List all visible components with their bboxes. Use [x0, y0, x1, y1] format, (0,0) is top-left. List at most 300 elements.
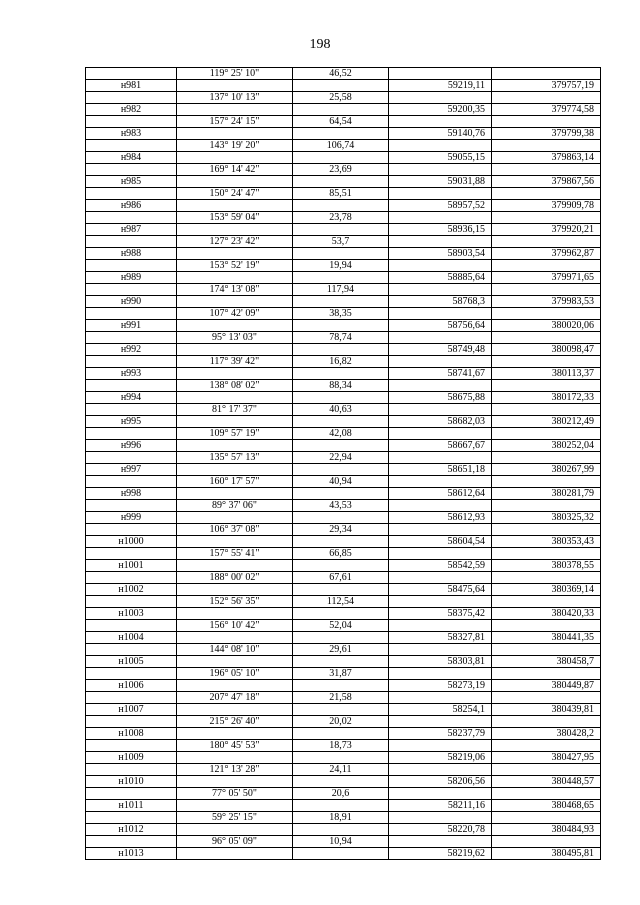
segment-row — [86, 356, 601, 368]
y-coordinate-cell — [492, 68, 601, 80]
y-coordinate-cell — [492, 332, 601, 344]
segment-row — [86, 572, 601, 584]
distance-cell: 66,85 — [293, 548, 389, 560]
distance-cell — [293, 128, 389, 140]
distance-cell — [293, 632, 389, 644]
y-coordinate-cell — [492, 812, 601, 824]
direction-angle-cell — [177, 344, 293, 356]
direction-angle-cell: 81° 17' 37" — [177, 404, 293, 416]
segment-row — [86, 644, 601, 656]
direction-angle-cell: 107° 42' 09" — [177, 308, 293, 320]
direction-angle-cell: 143° 19' 20" — [177, 140, 293, 152]
distance-cell: 31,87 — [293, 668, 389, 680]
point-row — [86, 128, 601, 140]
y-coordinate-cell — [492, 308, 601, 320]
direction-angle-cell: 144° 08' 10" — [177, 644, 293, 656]
point-name-cell — [86, 764, 177, 776]
x-coordinate-cell: 58741,67 — [389, 368, 492, 380]
segment-row — [86, 92, 601, 104]
x-coordinate-cell — [389, 428, 492, 440]
y-coordinate-cell: 380369,14 — [492, 584, 601, 596]
point-name-cell — [86, 140, 177, 152]
distance-cell — [293, 488, 389, 500]
x-coordinate-cell: 58749,48 — [389, 344, 492, 356]
point-row — [86, 80, 601, 92]
x-coordinate-cell: 58903,54 — [389, 248, 492, 260]
segment-row — [86, 524, 601, 536]
direction-angle-cell — [177, 152, 293, 164]
direction-angle-cell — [177, 296, 293, 308]
segment-row — [86, 428, 601, 440]
distance-cell: 67,61 — [293, 572, 389, 584]
y-coordinate-cell: 380439,81 — [492, 704, 601, 716]
direction-angle-cell — [177, 752, 293, 764]
point-row — [86, 824, 601, 836]
x-coordinate-cell: 58612,93 — [389, 512, 492, 524]
direction-angle-cell: 106° 37' 08" — [177, 524, 293, 536]
direction-angle-cell — [177, 440, 293, 452]
point-name-cell — [86, 68, 177, 80]
point-name-cell — [86, 236, 177, 248]
segment-row — [86, 380, 601, 392]
y-coordinate-cell: 380281,79 — [492, 488, 601, 500]
distance-cell: 18,91 — [293, 812, 389, 824]
point-row — [86, 440, 601, 452]
distance-cell: 40,94 — [293, 476, 389, 488]
distance-cell: 112,54 — [293, 596, 389, 608]
x-coordinate-cell — [389, 476, 492, 488]
distance-cell — [293, 200, 389, 212]
segment-row — [86, 716, 601, 728]
direction-angle-cell — [177, 560, 293, 572]
segment-row — [86, 308, 601, 320]
point-name-cell — [86, 212, 177, 224]
y-coordinate-cell: 380484,93 — [492, 824, 601, 836]
x-coordinate-cell — [389, 692, 492, 704]
point-name-cell — [86, 524, 177, 536]
direction-angle-cell: 196° 05' 10" — [177, 668, 293, 680]
distance-cell: 10,94 — [293, 836, 389, 848]
y-coordinate-cell: 379774,58 — [492, 104, 601, 116]
x-coordinate-cell — [389, 380, 492, 392]
y-coordinate-cell — [492, 92, 601, 104]
point-row — [86, 272, 601, 284]
distance-cell — [293, 272, 389, 284]
x-coordinate-cell: 58675,88 — [389, 392, 492, 404]
x-coordinate-cell: 58273,19 — [389, 680, 492, 692]
segment-row — [86, 284, 601, 296]
direction-angle-cell — [177, 128, 293, 140]
x-coordinate-cell — [389, 212, 492, 224]
point-row — [86, 656, 601, 668]
direction-angle-cell: 169° 14' 42" — [177, 164, 293, 176]
direction-angle-cell: 138° 08' 02" — [177, 380, 293, 392]
y-coordinate-cell: 379909,78 — [492, 200, 601, 212]
point-name-cell — [86, 92, 177, 104]
segment-row — [86, 404, 601, 416]
x-coordinate-cell: 58475,64 — [389, 584, 492, 596]
distance-cell: 19,94 — [293, 260, 389, 272]
distance-cell: 40,63 — [293, 404, 389, 416]
distance-cell — [293, 80, 389, 92]
point-name-cell: н985 — [86, 176, 177, 188]
x-coordinate-cell — [389, 812, 492, 824]
segment-row — [86, 548, 601, 560]
point-name-cell — [86, 836, 177, 848]
direction-angle-cell: 174° 13' 08" — [177, 284, 293, 296]
point-name-cell — [86, 812, 177, 824]
point-name-cell: н993 — [86, 368, 177, 380]
point-name-cell — [86, 332, 177, 344]
direction-angle-cell: 150° 24' 47" — [177, 188, 293, 200]
point-name-cell: н1000 — [86, 536, 177, 548]
segment-row — [86, 236, 601, 248]
x-coordinate-cell: 59140,76 — [389, 128, 492, 140]
segment-row — [86, 812, 601, 824]
direction-angle-cell: 77° 05' 50" — [177, 788, 293, 800]
x-coordinate-cell: 58220,78 — [389, 824, 492, 836]
segment-row — [86, 140, 601, 152]
direction-angle-cell — [177, 80, 293, 92]
point-name-cell: н1007 — [86, 704, 177, 716]
point-row — [86, 584, 601, 596]
point-name-cell — [86, 740, 177, 752]
y-coordinate-cell — [492, 260, 601, 272]
y-coordinate-cell — [492, 140, 601, 152]
distance-cell: 29,34 — [293, 524, 389, 536]
x-coordinate-cell — [389, 284, 492, 296]
point-row — [86, 368, 601, 380]
x-coordinate-cell — [389, 596, 492, 608]
y-coordinate-cell: 380441,35 — [492, 632, 601, 644]
distance-cell: 21,58 — [293, 692, 389, 704]
y-coordinate-cell: 379971,65 — [492, 272, 601, 284]
point-name-cell: н987 — [86, 224, 177, 236]
distance-cell — [293, 560, 389, 572]
y-coordinate-cell — [492, 404, 601, 416]
point-name-cell: н1010 — [86, 776, 177, 788]
x-coordinate-cell — [389, 188, 492, 200]
y-coordinate-cell: 379757,19 — [492, 80, 601, 92]
distance-cell: 20,02 — [293, 716, 389, 728]
x-coordinate-cell: 58612,64 — [389, 488, 492, 500]
distance-cell: 88,34 — [293, 380, 389, 392]
segment-row — [86, 620, 601, 632]
point-row — [86, 776, 601, 788]
point-row — [86, 104, 601, 116]
direction-angle-cell: 137° 10' 13" — [177, 92, 293, 104]
point-row — [86, 536, 601, 548]
direction-angle-cell: 59° 25' 15" — [177, 812, 293, 824]
y-coordinate-cell: 380428,2 — [492, 728, 601, 740]
direction-angle-cell — [177, 536, 293, 548]
point-name-cell: н1012 — [86, 824, 177, 836]
distance-cell: 85,51 — [293, 188, 389, 200]
direction-angle-cell: 95° 13' 03" — [177, 332, 293, 344]
y-coordinate-cell: 380468,65 — [492, 800, 601, 812]
distance-cell: 106,74 — [293, 140, 389, 152]
y-coordinate-cell — [492, 764, 601, 776]
point-name-cell — [86, 404, 177, 416]
direction-angle-cell: 89° 37' 06" — [177, 500, 293, 512]
y-coordinate-cell — [492, 668, 601, 680]
point-row — [86, 200, 601, 212]
y-coordinate-cell — [492, 428, 601, 440]
distance-cell — [293, 152, 389, 164]
distance-cell — [293, 368, 389, 380]
y-coordinate-cell: 380172,33 — [492, 392, 601, 404]
point-name-cell — [86, 116, 177, 128]
point-name-cell — [86, 476, 177, 488]
direction-angle-cell — [177, 104, 293, 116]
direction-angle-cell: 153° 52' 19" — [177, 260, 293, 272]
point-name-cell: н991 — [86, 320, 177, 332]
direction-angle-cell — [177, 368, 293, 380]
distance-cell: 52,04 — [293, 620, 389, 632]
x-coordinate-cell: 58219,62 — [389, 848, 492, 860]
x-coordinate-cell — [389, 308, 492, 320]
direction-angle-cell — [177, 608, 293, 620]
y-coordinate-cell — [492, 116, 601, 128]
y-coordinate-cell — [492, 788, 601, 800]
point-name-cell: н990 — [86, 296, 177, 308]
point-name-cell: н1003 — [86, 608, 177, 620]
distance-cell: 23,78 — [293, 212, 389, 224]
x-coordinate-cell — [389, 764, 492, 776]
x-coordinate-cell — [389, 92, 492, 104]
point-name-cell — [86, 428, 177, 440]
direction-angle-cell — [177, 776, 293, 788]
point-name-cell: н1009 — [86, 752, 177, 764]
segment-row — [86, 500, 601, 512]
point-name-cell: н1006 — [86, 680, 177, 692]
x-coordinate-cell: 58375,42 — [389, 608, 492, 620]
point-name-cell: н1005 — [86, 656, 177, 668]
point-name-cell — [86, 188, 177, 200]
point-name-cell: н1002 — [86, 584, 177, 596]
direction-angle-cell — [177, 512, 293, 524]
x-coordinate-cell — [389, 260, 492, 272]
point-name-cell — [86, 452, 177, 464]
distance-cell — [293, 800, 389, 812]
direction-angle-cell: 180° 45' 53" — [177, 740, 293, 752]
y-coordinate-cell — [492, 476, 601, 488]
y-coordinate-cell — [492, 740, 601, 752]
direction-angle-cell: 152° 56' 35" — [177, 596, 293, 608]
x-coordinate-cell: 58206,56 — [389, 776, 492, 788]
distance-cell: 18,73 — [293, 740, 389, 752]
x-coordinate-cell: 58327,81 — [389, 632, 492, 644]
distance-cell: 53,7 — [293, 236, 389, 248]
distance-cell — [293, 512, 389, 524]
y-coordinate-cell: 380495,81 — [492, 848, 601, 860]
segment-row — [86, 740, 601, 752]
distance-cell — [293, 320, 389, 332]
direction-angle-cell — [177, 584, 293, 596]
x-coordinate-cell — [389, 572, 492, 584]
x-coordinate-cell — [389, 140, 492, 152]
y-coordinate-cell — [492, 836, 601, 848]
y-coordinate-cell: 379983,53 — [492, 296, 601, 308]
point-row — [86, 152, 601, 164]
distance-cell: 38,35 — [293, 308, 389, 320]
distance-cell: 20,6 — [293, 788, 389, 800]
distance-cell — [293, 680, 389, 692]
distance-cell — [293, 824, 389, 836]
point-name-cell: н1013 — [86, 848, 177, 860]
direction-angle-cell — [177, 632, 293, 644]
y-coordinate-cell: 380353,43 — [492, 536, 601, 548]
segment-row — [86, 692, 601, 704]
distance-cell — [293, 728, 389, 740]
point-name-cell — [86, 644, 177, 656]
y-coordinate-cell: 380458,7 — [492, 656, 601, 668]
direction-angle-cell: 215° 26' 40" — [177, 716, 293, 728]
point-row — [86, 248, 601, 260]
direction-angle-cell — [177, 200, 293, 212]
point-name-cell — [86, 572, 177, 584]
direction-angle-cell — [177, 176, 293, 188]
y-coordinate-cell: 379962,87 — [492, 248, 601, 260]
x-coordinate-cell: 58237,79 — [389, 728, 492, 740]
point-row — [86, 416, 601, 428]
segment-row — [86, 668, 601, 680]
direction-angle-cell: 117° 39' 42" — [177, 356, 293, 368]
point-name-cell: н995 — [86, 416, 177, 428]
point-row — [86, 512, 601, 524]
distance-cell — [293, 440, 389, 452]
page-number: 198 — [309, 37, 331, 52]
y-coordinate-cell — [492, 596, 601, 608]
distance-cell: 22,94 — [293, 452, 389, 464]
y-coordinate-cell: 380420,33 — [492, 608, 601, 620]
x-coordinate-cell — [389, 356, 492, 368]
distance-cell — [293, 536, 389, 548]
distance-cell: 29,61 — [293, 644, 389, 656]
point-row — [86, 344, 601, 356]
point-name-cell — [86, 716, 177, 728]
direction-angle-cell: 109° 57' 19" — [177, 428, 293, 440]
x-coordinate-cell: 58651,18 — [389, 464, 492, 476]
y-coordinate-cell — [492, 572, 601, 584]
x-coordinate-cell — [389, 716, 492, 728]
distance-cell — [293, 848, 389, 860]
y-coordinate-cell — [492, 380, 601, 392]
point-name-cell — [86, 788, 177, 800]
y-coordinate-cell: 380378,55 — [492, 560, 601, 572]
x-coordinate-cell — [389, 452, 492, 464]
distance-cell — [293, 248, 389, 260]
y-coordinate-cell — [492, 188, 601, 200]
y-coordinate-cell — [492, 452, 601, 464]
x-coordinate-cell — [389, 548, 492, 560]
segment-row — [86, 452, 601, 464]
distance-cell: 24,11 — [293, 764, 389, 776]
direction-angle-cell: 96° 05' 09" — [177, 836, 293, 848]
point-name-cell: н996 — [86, 440, 177, 452]
x-coordinate-cell: 58667,67 — [389, 440, 492, 452]
coordinates-table — [85, 67, 601, 860]
point-name-cell — [86, 500, 177, 512]
x-coordinate-cell: 58768,3 — [389, 296, 492, 308]
y-coordinate-cell: 380267,99 — [492, 464, 601, 476]
x-coordinate-cell: 59200,35 — [389, 104, 492, 116]
point-row — [86, 680, 601, 692]
y-coordinate-cell — [492, 164, 601, 176]
point-row — [86, 632, 601, 644]
point-row — [86, 752, 601, 764]
x-coordinate-cell: 58303,81 — [389, 656, 492, 668]
point-row — [86, 392, 601, 404]
segment-row — [86, 596, 601, 608]
distance-cell: 117,94 — [293, 284, 389, 296]
distance-cell — [293, 464, 389, 476]
point-name-cell: н1001 — [86, 560, 177, 572]
distance-cell: 46,52 — [293, 68, 389, 80]
point-name-cell — [86, 356, 177, 368]
distance-cell: 64,54 — [293, 116, 389, 128]
point-name-cell — [86, 260, 177, 272]
point-name-cell: н999 — [86, 512, 177, 524]
distance-cell — [293, 176, 389, 188]
y-coordinate-cell — [492, 620, 601, 632]
x-coordinate-cell: 58542,59 — [389, 560, 492, 572]
point-name-cell: н983 — [86, 128, 177, 140]
direction-angle-cell — [177, 488, 293, 500]
y-coordinate-cell — [492, 236, 601, 248]
y-coordinate-cell — [492, 692, 601, 704]
segment-row — [86, 188, 601, 200]
y-coordinate-cell: 380325,32 — [492, 512, 601, 524]
direction-angle-cell — [177, 392, 293, 404]
direction-angle-cell — [177, 656, 293, 668]
y-coordinate-cell: 380212,49 — [492, 416, 601, 428]
point-row — [86, 464, 601, 476]
direction-angle-cell — [177, 680, 293, 692]
point-name-cell: н1008 — [86, 728, 177, 740]
segment-row — [86, 788, 601, 800]
point-name-cell: н992 — [86, 344, 177, 356]
direction-angle-cell: 207° 47' 18" — [177, 692, 293, 704]
y-coordinate-cell: 379867,56 — [492, 176, 601, 188]
point-name-cell: н994 — [86, 392, 177, 404]
y-coordinate-cell: 380448,57 — [492, 776, 601, 788]
direction-angle-cell: 153° 59' 04" — [177, 212, 293, 224]
segment-row — [86, 260, 601, 272]
y-coordinate-cell: 380252,04 — [492, 440, 601, 452]
direction-angle-cell — [177, 728, 293, 740]
x-coordinate-cell — [389, 332, 492, 344]
x-coordinate-cell — [389, 68, 492, 80]
segment-row — [86, 476, 601, 488]
distance-cell — [293, 584, 389, 596]
direction-angle-cell — [177, 464, 293, 476]
distance-cell — [293, 296, 389, 308]
distance-cell: 42,08 — [293, 428, 389, 440]
direction-angle-cell — [177, 800, 293, 812]
distance-cell — [293, 752, 389, 764]
point-name-cell — [86, 164, 177, 176]
direction-angle-cell: 188° 00' 02" — [177, 572, 293, 584]
direction-angle-cell: 157° 24' 15" — [177, 116, 293, 128]
distance-cell — [293, 656, 389, 668]
direction-angle-cell: 119° 25' 10" — [177, 68, 293, 80]
x-coordinate-cell: 58254,1 — [389, 704, 492, 716]
segment-row — [86, 68, 601, 80]
x-coordinate-cell: 59031,88 — [389, 176, 492, 188]
direction-angle-cell — [177, 272, 293, 284]
direction-angle-cell: 160° 17' 57" — [177, 476, 293, 488]
